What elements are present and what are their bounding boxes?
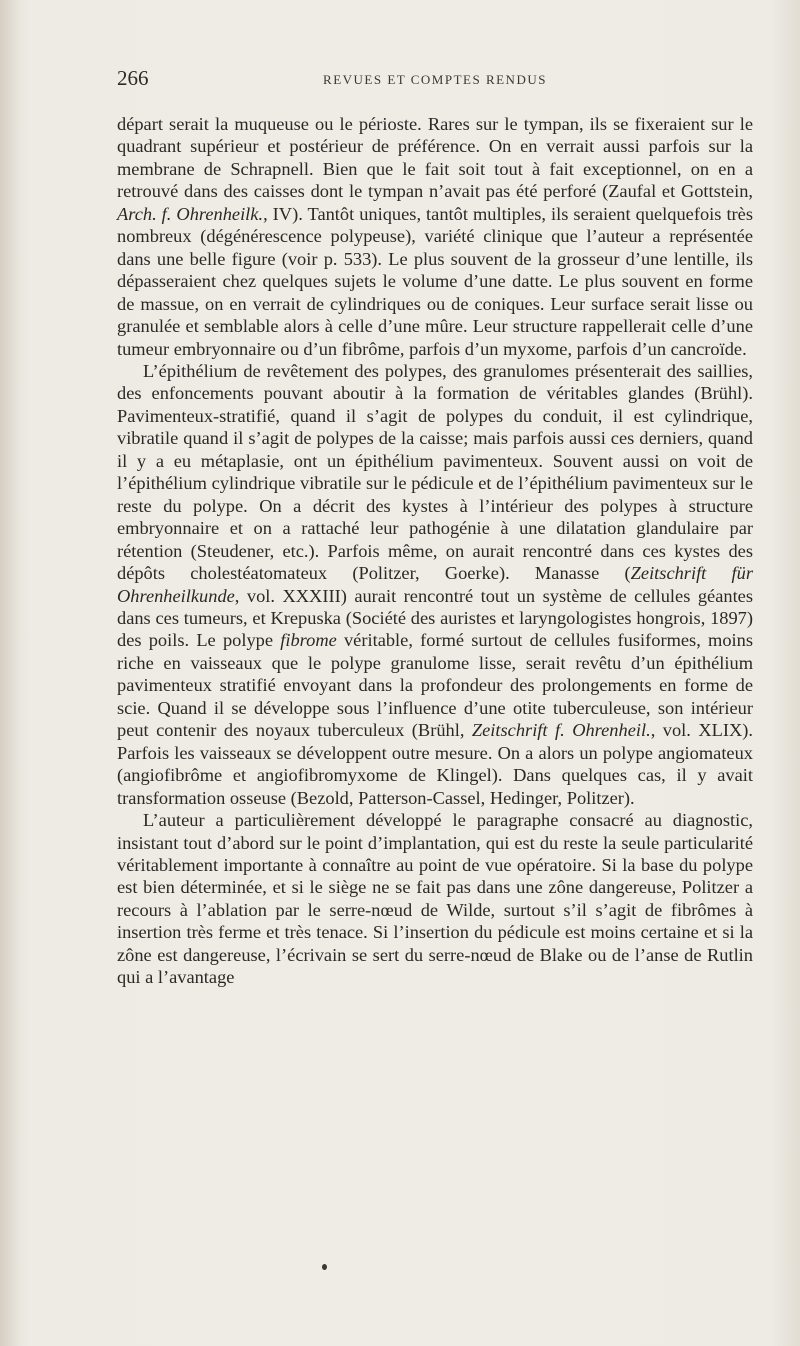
- text-run: véritable, formé surtout de cellules fusiformes, moins riche en vaisseaux que le polype granulome lisse, serait revêtu d’un épithélium pavimenteux stratifié envoyant dans la profondeur des prolongements en forme de scie. Quand il se développe sous l’influence d’une otite tuberculeuse, son intérieur peut contenir des noyaux tuberculeux (Brühl,: [117, 630, 753, 741]
- paragraph: [117, 113, 753, 360]
- text-run: départ serait la muqueuse ou le périoste. Rares sur le tympan, ils se fixeraient sur le quadrant supérieur et postérieur de préférence. On en verrait aussi parfois sur la membrane de Schrapnell. Bien que le fait soit tout à fait exceptionnel, on en a retrouvé dans des caisses dont le tympan n’avait pas été perforé (Zaufal et Gottstein,: [117, 114, 753, 202]
- paragraph: [117, 360, 753, 809]
- text-run: , IV). Tantôt uniques, tantôt multiples, ils seraient quelquefois très nombreux (dégénérescence polypeuse), variété clinique que l’auteur a représentée dans une belle figure (voir p. 533). Le plus souvent de la grosseur d’une lentille, ils dépasseraient chez quelques sujets le volume d’une datte. Le plus souvent en forme de massue, on en verrait de cylindriques ou de coniques. Leur surface serait lisse ou granulée et semblable alors à celle d’une mûre. Leur structure rappellerait celle d’une tumeur embryonnaire ou d’un fibrôme, parfois d’un myxome, parfois d’un cancroïde.: [117, 203, 753, 359]
- text-run: L’épithélium de revêtement des polypes, des granulomes présenterait des saillies, des enfoncements pouvant aboutir à la formation de véritables glandes (Brühl). Pavimenteux-stratifié, quand il s’agit de polypes du conduit, il est cylindrique, vibratile quand il s’agit de polypes de la caisse; mais parfois aussi ces derniers, quand il y a eu métaplasie, ont un épithélium pavimenteux. Souvent aussi on voit de l’épithélium cylindrique vibratile sur le pédicule et de l’épithélium pavimenteux sur le reste du polype. On a décrit des kystes à l’intérieur des polypes à structure embryonnaire et on a rattaché leur pathogénie à une dilatation glandulaire par rétention (Steudener, etc.). Parfois même, on aurait rencontré dans ces kystes des dépôts cholestéatomateux (Politzer, Goerke). Manasse (: [117, 360, 753, 584]
- body-text: [117, 113, 753, 989]
- page-edge-shadow: [0, 0, 20, 1346]
- italic-citation: Arch. f. Ohrenheilk.: [117, 203, 264, 224]
- italic-citation: Zeitschrift für Ohrenheilkunde: [117, 563, 754, 606]
- paragraph: [117, 809, 753, 989]
- text-run: , vol. XLIX). Parfois les vaisseaux se développent outre mesure. On a alors un polype angiomateux (angiofibrôme et angiofibromyxome de Klingel). Dans quelques cas, il y avait transformation osseuse (Bezold, Patterson-Cassel, Hedinger, Politzer).: [117, 720, 753, 808]
- printer-mark: [322, 1264, 327, 1270]
- text-run: L’auteur a particulièrement développé le paragraphe consacré au diagnostic, insistant tout d’abord sur le point d’implantation, qui est du reste la seule particularité véritablement importante à connaître au point de vue opératoire. Si la base du polype est bien déterminée, et si le siège ne se fait pas dans une zône dangereuse, Politzer a recours à l’ablation par le serre-nœud de Wilde, surtout s’il s’agit de fibrômes à insertion très ferme et très tenace. Si l’insertion du pédicule est moins certaine et si la zône est dangereuse, l’écrivain se sert du serre-nœud de Blake ou de l’anse de Rutlin qui a l’avantage: [117, 810, 753, 988]
- page-number: 266: [117, 66, 149, 90]
- italic-citation: Zeitschrift f. Ohrenheil.: [471, 720, 651, 741]
- text-run: , vol. XXXIII) aurait rencontré tout un système de cellules géantes dans ces tumeurs, et Krepuska (Société des auristes et laryngologistes hongrois, 1897) des poils. Le polype: [117, 585, 753, 651]
- running-head: REVUES ET COMPTES RENDUS: [323, 72, 547, 87]
- page-header: [117, 66, 753, 94]
- italic-citation: fibrome: [280, 630, 337, 651]
